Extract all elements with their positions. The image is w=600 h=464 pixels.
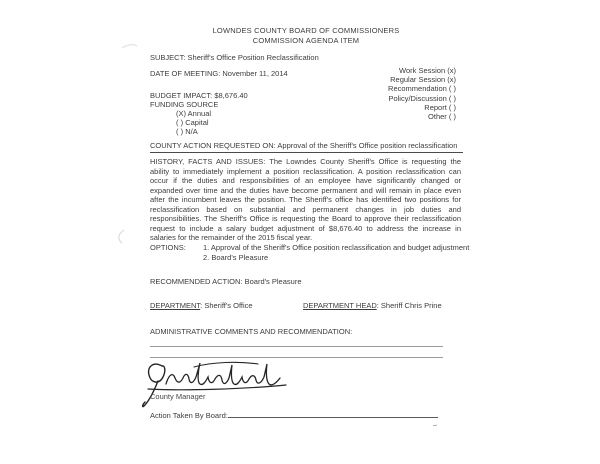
history-text: The Lowndes County Sheriff's Office is requesting the ability to immediately implement a position reclassification. A position reclassification can occur if the duties and responsibilities of an employee have significantly changed or expanded over time and the duties have become permanent and will remain in place even after the incumbent leaves the position. The Sheriff's office has identified two positions for reclassification based on substantial and permanent changes in job duties and responsibilities. The Sheriff's Office is requesting the Board to approve their reclassification request to include a salary budget adjustment of $8,676.40 to address the increase in salaries for the remainder of the 2015 fiscal year. (150, 157, 462, 242)
funding-checkbox: ( ) (176, 127, 184, 136)
session-option: Report ( ) (424, 102, 456, 112)
recommended-action-value: Board's Pleasure (244, 277, 302, 286)
budget-impact-label: BUDGET IMPACT: (150, 91, 213, 100)
department-head-value: : Sheriff Chris Prine (376, 301, 442, 310)
session-checkbox: (x) (447, 66, 456, 75)
funding-option: ( ) Capital (176, 118, 209, 127)
session-option: Recommendation ( ) (388, 84, 456, 94)
title-line-1: LOWNDES COUNTY BOARD OF COMMISSIONERS (212, 26, 400, 35)
meeting-date-label: DATE OF MEETING: (150, 69, 221, 78)
funding-checkbox: ( ) (176, 118, 184, 127)
subject-value: Sheriff's Office Position Reclassification (187, 53, 319, 62)
county-action-label: COUNTY ACTION REQUESTED ON: (150, 141, 276, 150)
subject-line (150, 53, 319, 62)
signature-title: County Manager (150, 392, 206, 401)
action-taken-line (150, 409, 438, 420)
budget-impact-line (150, 91, 248, 100)
budget-impact-value: $8,676.40 (214, 91, 248, 100)
session-option: Work Session (x) (399, 66, 456, 75)
subject-label: SUBJECT: (150, 53, 186, 62)
recommended-action-line (150, 277, 302, 286)
session-type-list (310, 66, 456, 121)
action-taken-label: Action Taken By Board: (150, 411, 228, 420)
funding-source-options (176, 109, 211, 136)
department-line (150, 301, 253, 310)
funding-option: ( ) N/A (176, 127, 198, 136)
comments-blank-line (150, 346, 443, 347)
session-checkbox: ( ) (448, 102, 456, 112)
funding-checkbox: (X) (176, 109, 186, 118)
option-item: 1. Approval of the Sheriff's Office position reclassification and budget adjustment (203, 243, 470, 252)
options-section (150, 243, 469, 262)
title-line-2: COMMISSION AGENDA ITEM (252, 36, 360, 45)
session-option: Regular Session (x) (390, 75, 456, 85)
session-option: Policy/Discussion ( ) (388, 93, 456, 103)
session-option: Other ( ) (428, 112, 456, 122)
department-head-label: DEPARTMENT HEAD (303, 301, 377, 310)
session-checkbox: (x) (447, 75, 456, 85)
county-action-value: Approval of the Sheriff's Office position reclassification (277, 141, 458, 150)
document-title (150, 26, 462, 46)
session-checkbox: ( ) (448, 93, 456, 103)
administrative-comments-label: ADMINISTRATIVE COMMENTS AND RECOMMENDATION: (150, 327, 353, 336)
options-items (203, 243, 469, 262)
session-checkbox: ( ) (448, 84, 456, 94)
action-blank-line (228, 409, 438, 418)
funding-source-label: FUNDING SOURCE (150, 100, 219, 109)
meeting-date-value: November 11, 2014 (222, 69, 288, 78)
meeting-date-line (150, 69, 288, 78)
department-head-line (303, 301, 442, 310)
recommended-action-label: RECOMMENDED ACTION: (150, 277, 243, 286)
option-item: 2. Board's Pleasure (203, 252, 269, 262)
scan-artifact (120, 42, 138, 50)
options-label: OPTIONS: (150, 243, 186, 252)
county-manager-signature (140, 358, 290, 410)
scan-artifact (433, 425, 437, 427)
department-value: : Sheriff's Office (200, 301, 253, 310)
county-action-line (150, 141, 463, 153)
scan-artifact (114, 228, 128, 245)
funding-option: (X) Annual (176, 109, 212, 118)
history-label: HISTORY, FACTS AND ISSUES: (150, 157, 266, 166)
history-facts-issues (150, 157, 461, 243)
session-checkbox: ( ) (448, 112, 456, 122)
department-label: DEPARTMENT (150, 301, 201, 310)
